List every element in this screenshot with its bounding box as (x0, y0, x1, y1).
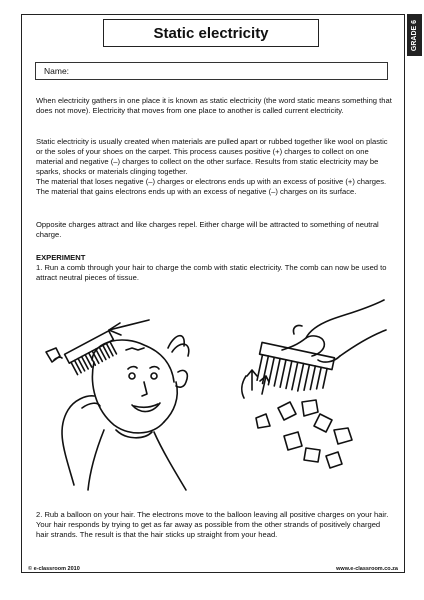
grade-tab (407, 14, 422, 56)
experiment-step-1: 1. Run a comb through your hair to charge the comb with static electricity. The comb can now be used to attract neutral pieces of tissue. (36, 263, 387, 282)
charges-paragraph (36, 220, 392, 240)
page-title: Static electricity (153, 24, 269, 42)
intro-paragraph (36, 96, 392, 116)
paragraph-1: When electricity gathers in one place it is known as static electricity (the word static means something that does not move). Electricity that moves from one place to another is called current electricity. (36, 96, 392, 115)
paragraph-2: Static electricity is usually created when materials are pulled apart or rubbed together like wool on plastic or the soles of your shoes on the carpet. This process causes positive (+) charges to collect on one material and negative (–) charges to collect on the other surface. Results from static electricity may be sparks, shocks or materials clinging together. (36, 137, 388, 176)
experiment-section (36, 253, 392, 283)
name-label: Name: (44, 66, 70, 76)
experiment-illustration (34, 290, 394, 495)
paragraph-4: Opposite charges attract and like charges repel. Either charge will be attracted to something of neutral charge. (36, 220, 379, 239)
comb-tissue-image (242, 300, 386, 468)
experiment-step-2-section (36, 510, 392, 540)
title-box (103, 19, 319, 47)
grade-label: GRADE 6 (411, 19, 418, 51)
name-field[interactable] (35, 62, 388, 80)
static-paragraph (36, 137, 392, 197)
website-link[interactable]: www.e-classroom.co.za (336, 566, 398, 572)
experiment-step-2: 2. Rub a balloon on your hair. The electrons move to the balloon leaving all positive charges on your hair. Your hair responds by trying to get as far away as possible from the other strands of positively charged hair strands. The result is that the hair sticks up straight from your head. (36, 510, 389, 539)
experiment-heading: EXPERIMENT (36, 253, 86, 262)
girl-combing-hair-image (46, 320, 189, 490)
copyright-text: © e-classroom 2010 (28, 566, 80, 572)
paragraph-3: The material that loses negative (–) charges or electrons ends up with an excess of positive (+) charges. The material that gains electrons ends up with an excess of negative (–) charges on its surface. (36, 177, 387, 196)
